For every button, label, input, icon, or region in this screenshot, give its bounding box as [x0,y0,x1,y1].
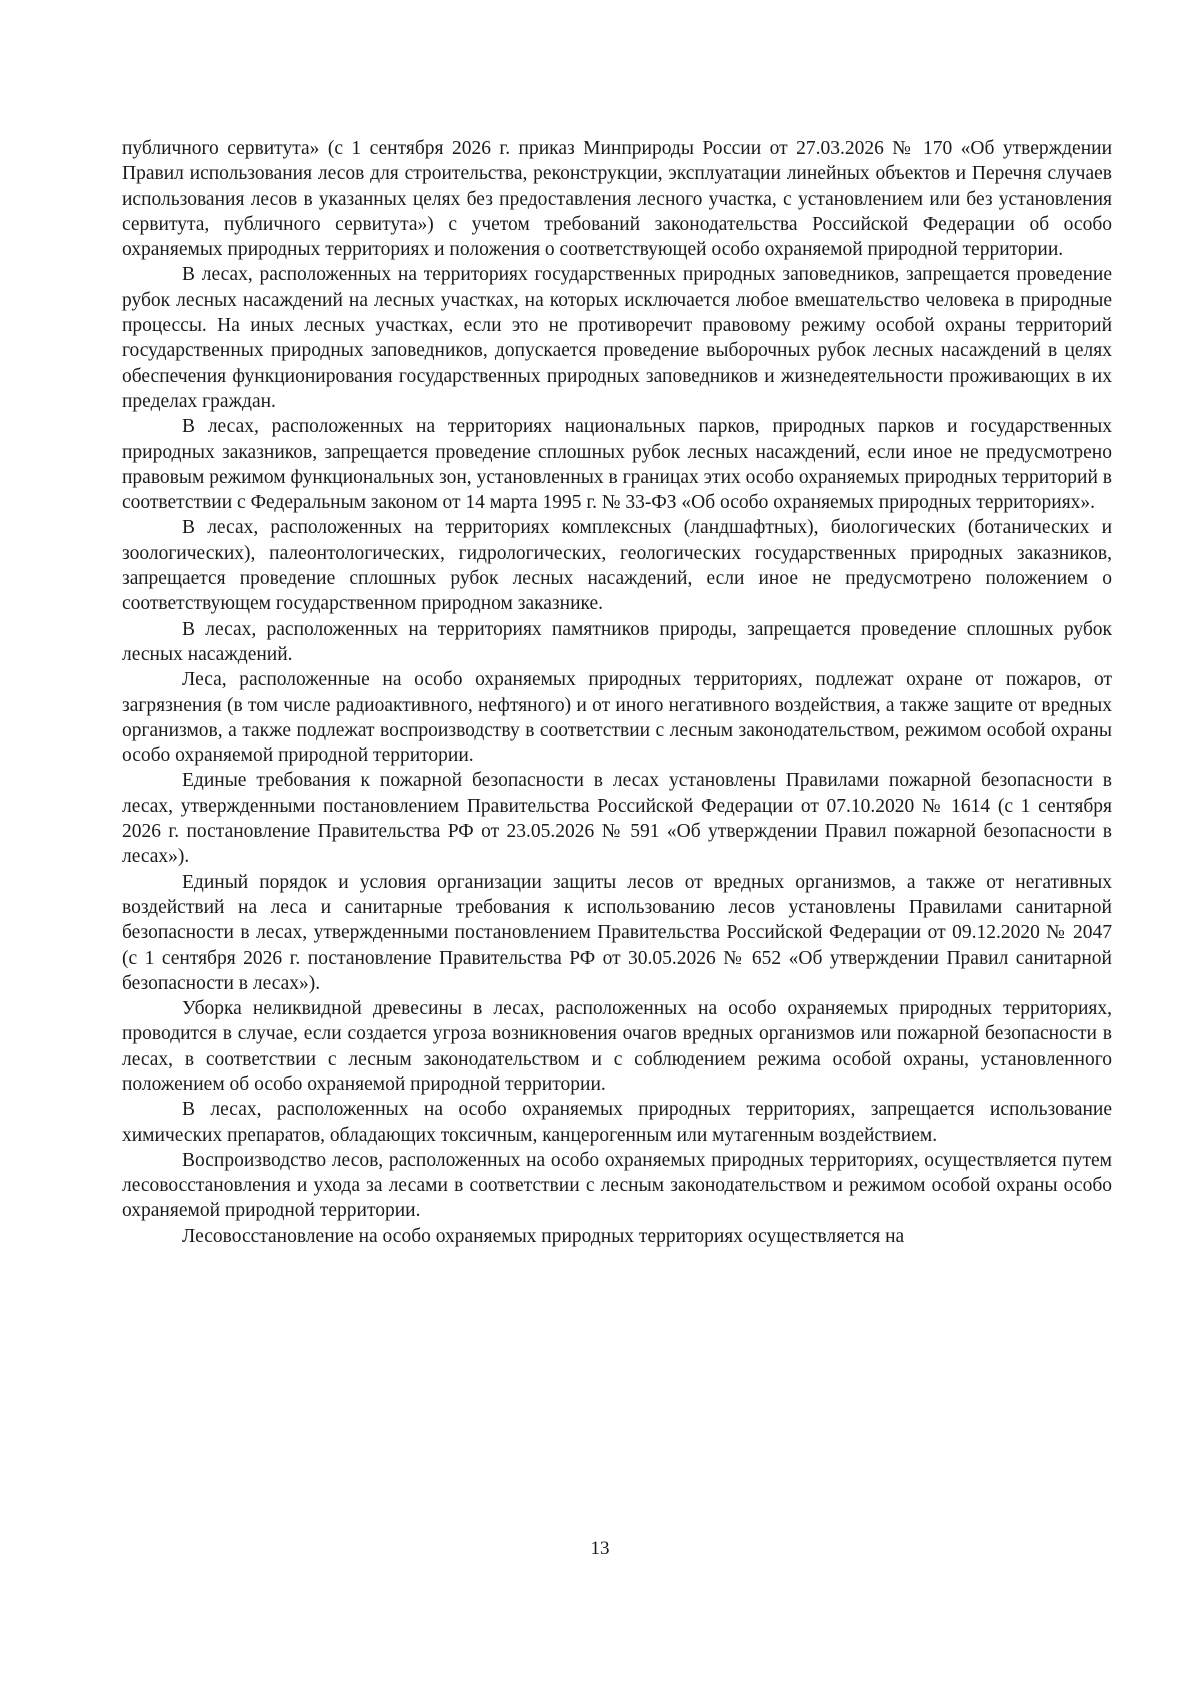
paragraph-12: Лесовосстановление на особо охраняемых природных территориях осуществляется на [182,1225,905,1247]
paragraph-9: Уборка неликвидной древесины в лесах, расположенных на особо охраняемых природных территориях, проводится в случае, если создается угроза возникновения очагов вредных организмов или пожарной безопасности в лесах, в соответствии с лесным законодательством и с соблюдением режима особой охраны, установленного положением об особо охраняемой природной территории. [122,998,1112,1095]
paragraph-4: В лесах, расположенных на территориях комплексных (ландшафтных), биологических (ботанических и зоологических), палеонтологических, гидрологических, геологических государственных природных заказников, запрещается проведение сплошных рубок лесных насаждений, если иное не предусмотрено положением о соответствующем государственном природном заказнике. [122,517,1112,615]
paragraph-8: Единый порядок и условия организации защиты лесов от вредных организмов, а также от негативных воздействий на леса и санитарные требования к использованию лесов установлены Правилами санитарной безопасности в лесах, утвержденными постановлением Правительства Российской Федерации от 09.12.2020 № 2047 (с 1 сентября 2026 г. постановление Правительства РФ от 30.05.2026 № 652 «Об утверждении Правил санитарной безопасности в лесах»). [122,871,1112,994]
paragraph-11: Воспроизводство лесов, расположенных на особо охраняемых природных территориях, осуществляется путем лесовосстановления и ухода за лесами в соответствии с лесным законодательством и режимом особой охраны особо охраняемой природной территории. [122,1149,1112,1222]
page-number: 13 [590,1538,610,1559]
paragraph-6: Леса, расположенные на особо охраняемых природных территориях, подлежат охране от пожаров, от загрязнения (в том числе радиоактивного, нефтяного) и от иного негативного воздействия, а также защите от вредных организмов, а также подлежат воспроизводству в соответствии с лесным законодательством, режимом особой охраны особо охраняемой природной территории. [122,669,1112,767]
paragraph-3: В лесах, расположенных на территориях национальных парков, природных парков и государственных природных заказников, запрещается проведение сплошных рубок лесных насаждений, если иное не предусмотрено правовым режимом функциональных зон, установленных в границах этих особо охраняемых природных территорий в соответствии с Федеральным законом от 14 марта 1995 г. № 33-ФЗ «Об особо охраняемых природных территориях». [122,416,1112,514]
paragraph-2: В лесах, расположенных на территориях государственных природных заповедников, запрещается проведение рубок лесных насаждений на лесных участках, на которых исключается любое вмешательство человека в природные процессы. На иных лесных участках, если это не противоречит правовому режиму особой охраны территорий государственных природных заповедников, допускается проведение выборочных рубок лесных насаждений в целях обеспечения функционирования государственных природных заповедников и жизнедеятельности проживающих в их пределах граждан. [122,264,1112,412]
paragraph-10: В лесах, расположенных на особо охраняемых природных территориях, запрещается использование химических препаратов, обладающих токсичным, канцерогенным или мутагенным воздействием. [122,1099,1112,1146]
document-body [122,136,1112,1249]
paragraph-1: публичного сервитута» (с 1 сентября 2026 г. приказ Минприроды России от 27.03.2026 № 170 «Об утверждении Правил использования лесов для строительства, реконструкции, эксплуатации линейных объектов и Перечня случаев использования лесов в указанных целях без предоставления лесного участка, с установлением или без установления сервитута, публичного сервитута») с учетом требований законодательства Российской Федерации об особо охраняемых природных территориях и положения о соответствующей особо охраняемой природной территории. [122,138,1112,261]
paragraph-5: В лесах, расположенных на территориях памятников природы, запрещается проведение сплошных рубок лесных насаждений. [122,618,1112,665]
paragraph-7: Единые требования к пожарной безопасности в лесах установлены Правилами пожарной безопасности в лесах, утвержденными постановлением Правительства Российской Федерации от 07.10.2020 № 1614 (с 1 сентября 2026 г. постановление Правительства РФ от 23.05.2026 № 591 «Об утверждении Правил пожарной безопасности в лесах»). [122,770,1112,868]
